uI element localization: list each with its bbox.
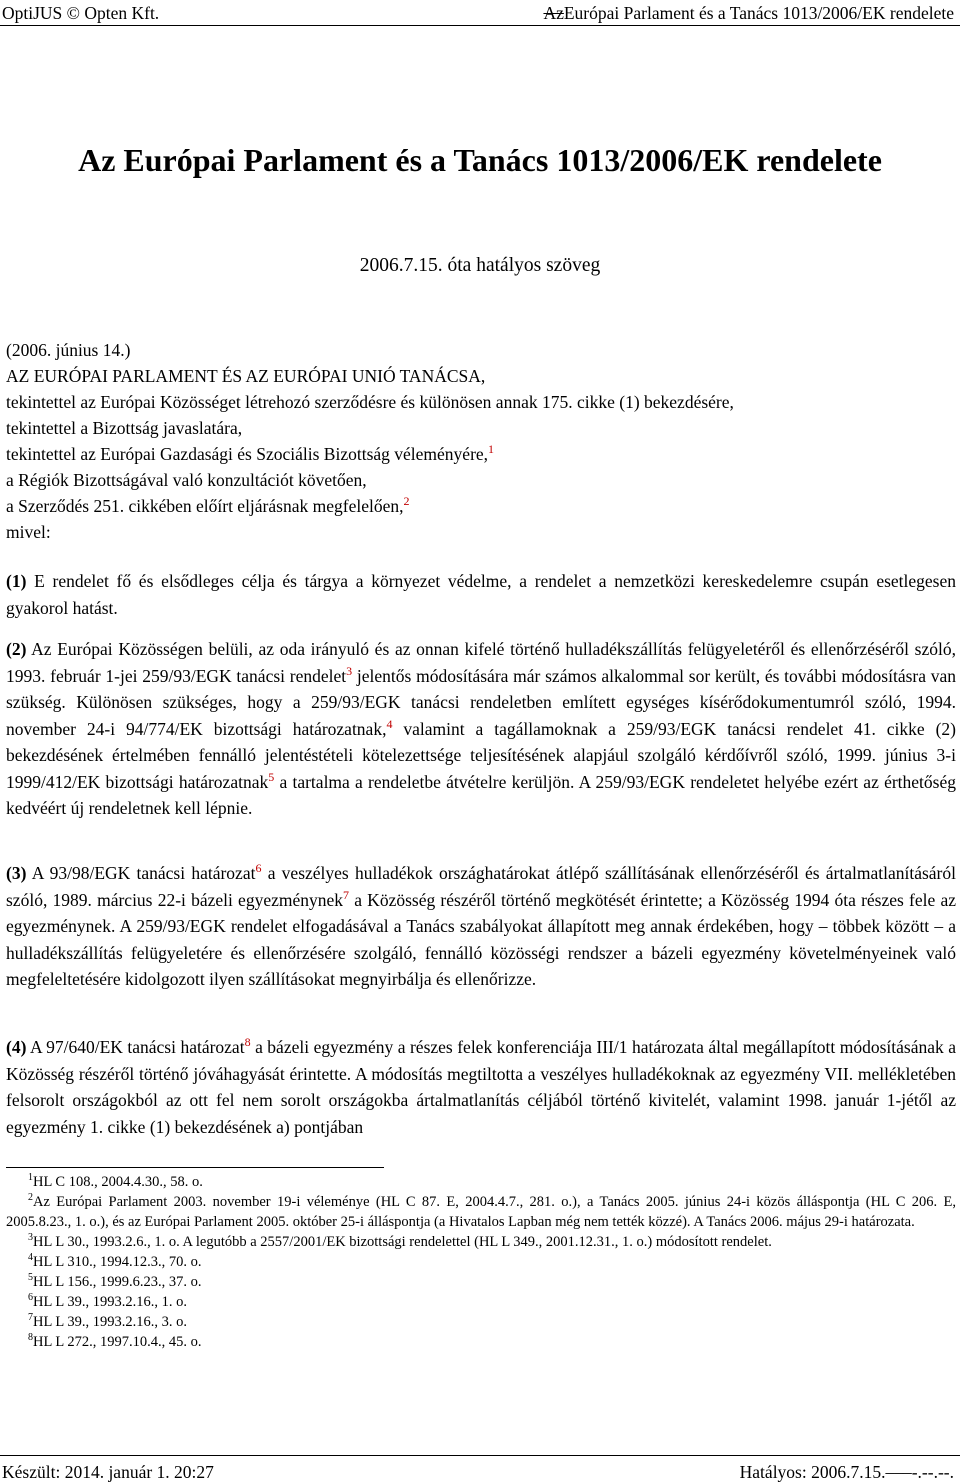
document-title: Az Európai Parlament és a Tanács 1013/2006/EK rendelete [78, 142, 882, 178]
footnote-ref[interactable]: 4 [386, 716, 393, 731]
recital-2: (2) Az Európai Közösségen belüli, az oda irányuló és az onnan kifelé történő hulladékszállítás felügyeletéről és ellenőrzéséről szóló, 1993. február 1-jei 259/93/EGK tanácsi rendelet$^3$ jelentős módosítására már számos alkalommal sor került, és további módosításra van szükség. Különösen szükséges, hogy a 259/93/EGK tanácsi rendeletben említett egységes kísérődokumentumról szóló, 1994. november 24-i 94/774/EK bizottsági határozatnak,$^4$ valamint a tagállamoknak a 259/93/EGK tanácsi rendelet 41. cikke (2) bekezdésének értelmében fennálló jelentéstételi kötelezettsége teljesítésének alapjául szolgáló kérdőívről szóló, 1999. június 3-i 1999/412/EK bizottsági határozatnak$^5$ a tartalma a rendeletbe átvételre kerüljön. A 259/93/EGK rendeletet helyébe ezért az érthetőség kedvéért új rendeletnek kell lépnie. [6, 639, 957, 818]
preamble [6, 337, 734, 545]
footer-left: Készült: 2014. január 1. 20:27 [2, 1462, 214, 1482]
header-right-title: Európai Parlament és a Tanács 1013/2006/EK rendelete [563, 3, 954, 23]
header-left: OptiJUS © Opten Kft. [2, 3, 160, 23]
header-right [543, 3, 954, 24]
recital-3: (3) A 93/98/EGK tanácsi határozat$^6$ a veszélyes hulladékok országhatárokat átlépő szállításának ellenőrzéséről és ártalmatlanításáról szóló, 1989. március 22-i bázeli egyezménynek$^7$ a Közösség részéről történő megkötését érintette; a Közösség 1994 óta részes fele az egyezménynek. A 259/93/EGK rendelet elfogadásával a Tanács szabályokat állapított meg annak érdekében, hogy – többek között – a hulladékszállítás felügyeletére és ellenőrzésére szolgáló, fennálló közösségi rendszer a bázeli egyezmény követelményeinek való megfeleltetésére kidolgozott ilyen szállításokat megnyirbálja és ellenőrizze. [6, 861, 956, 989]
preamble-line: a Szerződés 251. cikkében előírt eljárásnak megfelelően,$^2$ [6, 494, 410, 516]
footnote-item: $^7$HL L 39., 1993.2.16., 3. o. [28, 1312, 187, 1330]
footnote-item: $^3$HL L 30., 1993.2.6., 1. o. A legutóbb a 2557/2001/EK bizottsági rendelettel (HL L 349., 2001.12.31., 1. o.) módosított rendelet. [28, 1232, 772, 1250]
footnote-item: $^8$HL L 272., 1997.10.4., 45. o. [28, 1332, 202, 1350]
footnote-item: $^5$HL L 156., 1999.6.23., 37. o. [28, 1272, 202, 1290]
preamble-line: tekintettel a Bizottság javaslatára, [6, 418, 243, 438]
recital-number: (2) [6, 639, 27, 659]
header-rule [0, 25, 960, 26]
footnote-ref[interactable]: 1 [488, 442, 495, 457]
footnote-ref[interactable]: 5 [268, 769, 275, 784]
document-subtitle: 2006.7.15. óta hatályos szöveg [359, 255, 601, 276]
recital-number: (3) [6, 863, 27, 883]
preamble-line: tekintettel az Európai Gazdasági és Szociális Bizottság véleményére,$^1$ [6, 442, 495, 464]
preamble-line: a Régiók Bizottságával való konzultációt követően, [6, 470, 367, 490]
footnotes [6, 1172, 956, 1352]
recital-number: (4) [6, 1037, 27, 1057]
footnote-item: $^6$HL L 39., 1993.2.16., 1. o. [28, 1292, 187, 1310]
footnote-rule [6, 1167, 384, 1168]
recital-1 [6, 568, 956, 621]
preamble-line: mivel: [6, 522, 51, 542]
recital-4: (4) A 97/640/EK tanácsi határozat$^8$ a bázeli egyezmény a részes felek konferenciája III/1 határozata által megállapított módosításának a Közösség részéről történő jóváhagyását érintette. A módosítás megtiltotta a veszélyes hulladékoknak az egyezmény VII. mellékletében felsorolt országokból az ott fel nem sorolt országokba ártalmatlanítás céljából történő kivitelét, valamint 1998. január 1-jétől az egyezmény 1. cikke (1) bekezdésének a) pontjában [6, 1035, 957, 1137]
preamble-line: (2006. június 14.) [6, 340, 131, 360]
footnote-item: $^4$HL L 310., 1994.12.3., 70. o. [28, 1252, 202, 1270]
footnote-ref[interactable]: 7 [343, 887, 350, 902]
header-right-prefix: Az [543, 3, 564, 23]
footer-rule [0, 1455, 960, 1456]
footnote-ref[interactable]: 3 [346, 663, 353, 678]
footnote-ref[interactable]: 6 [255, 861, 262, 876]
preamble-line: tekintettel az Európai Közösséget létrehozó szerződésre és különösen annak 175. cikke (1) bekezdésére, [6, 392, 734, 412]
footnote-item: $^2$Az Európai Parlament 2003. november 19-i véleménye (HL C 87. E, 2004.4.7., 281. o.), a Tanács 2005. június 24-i közös álláspontja (HL C 206. E, 2005.8.23., 1. o.), és az Európai Parlament 2005. október 25-i álláspontja (a Hivatalos Lapban még nem tették közzé). A Tanács 2006. május 29-i határozata. [6, 1192, 956, 1230]
recital-text: E rendelet fő és elsődleges célja és tárgya a környezet védelme, a rendelet a nemzetközi kereskedelemre csupán esetlegesen gyakorol hatást. [6, 571, 957, 618]
preamble-line: AZ EURÓPAI PARLAMENT ÉS AZ EURÓPAI UNIÓ TANÁCSA, [6, 366, 486, 386]
footnote-item: $^1$HL C 108., 2004.4.30., 58. o. [28, 1172, 203, 1190]
footnote-ref[interactable]: 8 [244, 1035, 251, 1050]
recital-number: (1) [6, 571, 27, 591]
footer-right: Hatályos: 2006.7.15.–––-.--.--. [739, 1462, 954, 1482]
footnote-ref[interactable]: 2 [403, 494, 410, 509]
